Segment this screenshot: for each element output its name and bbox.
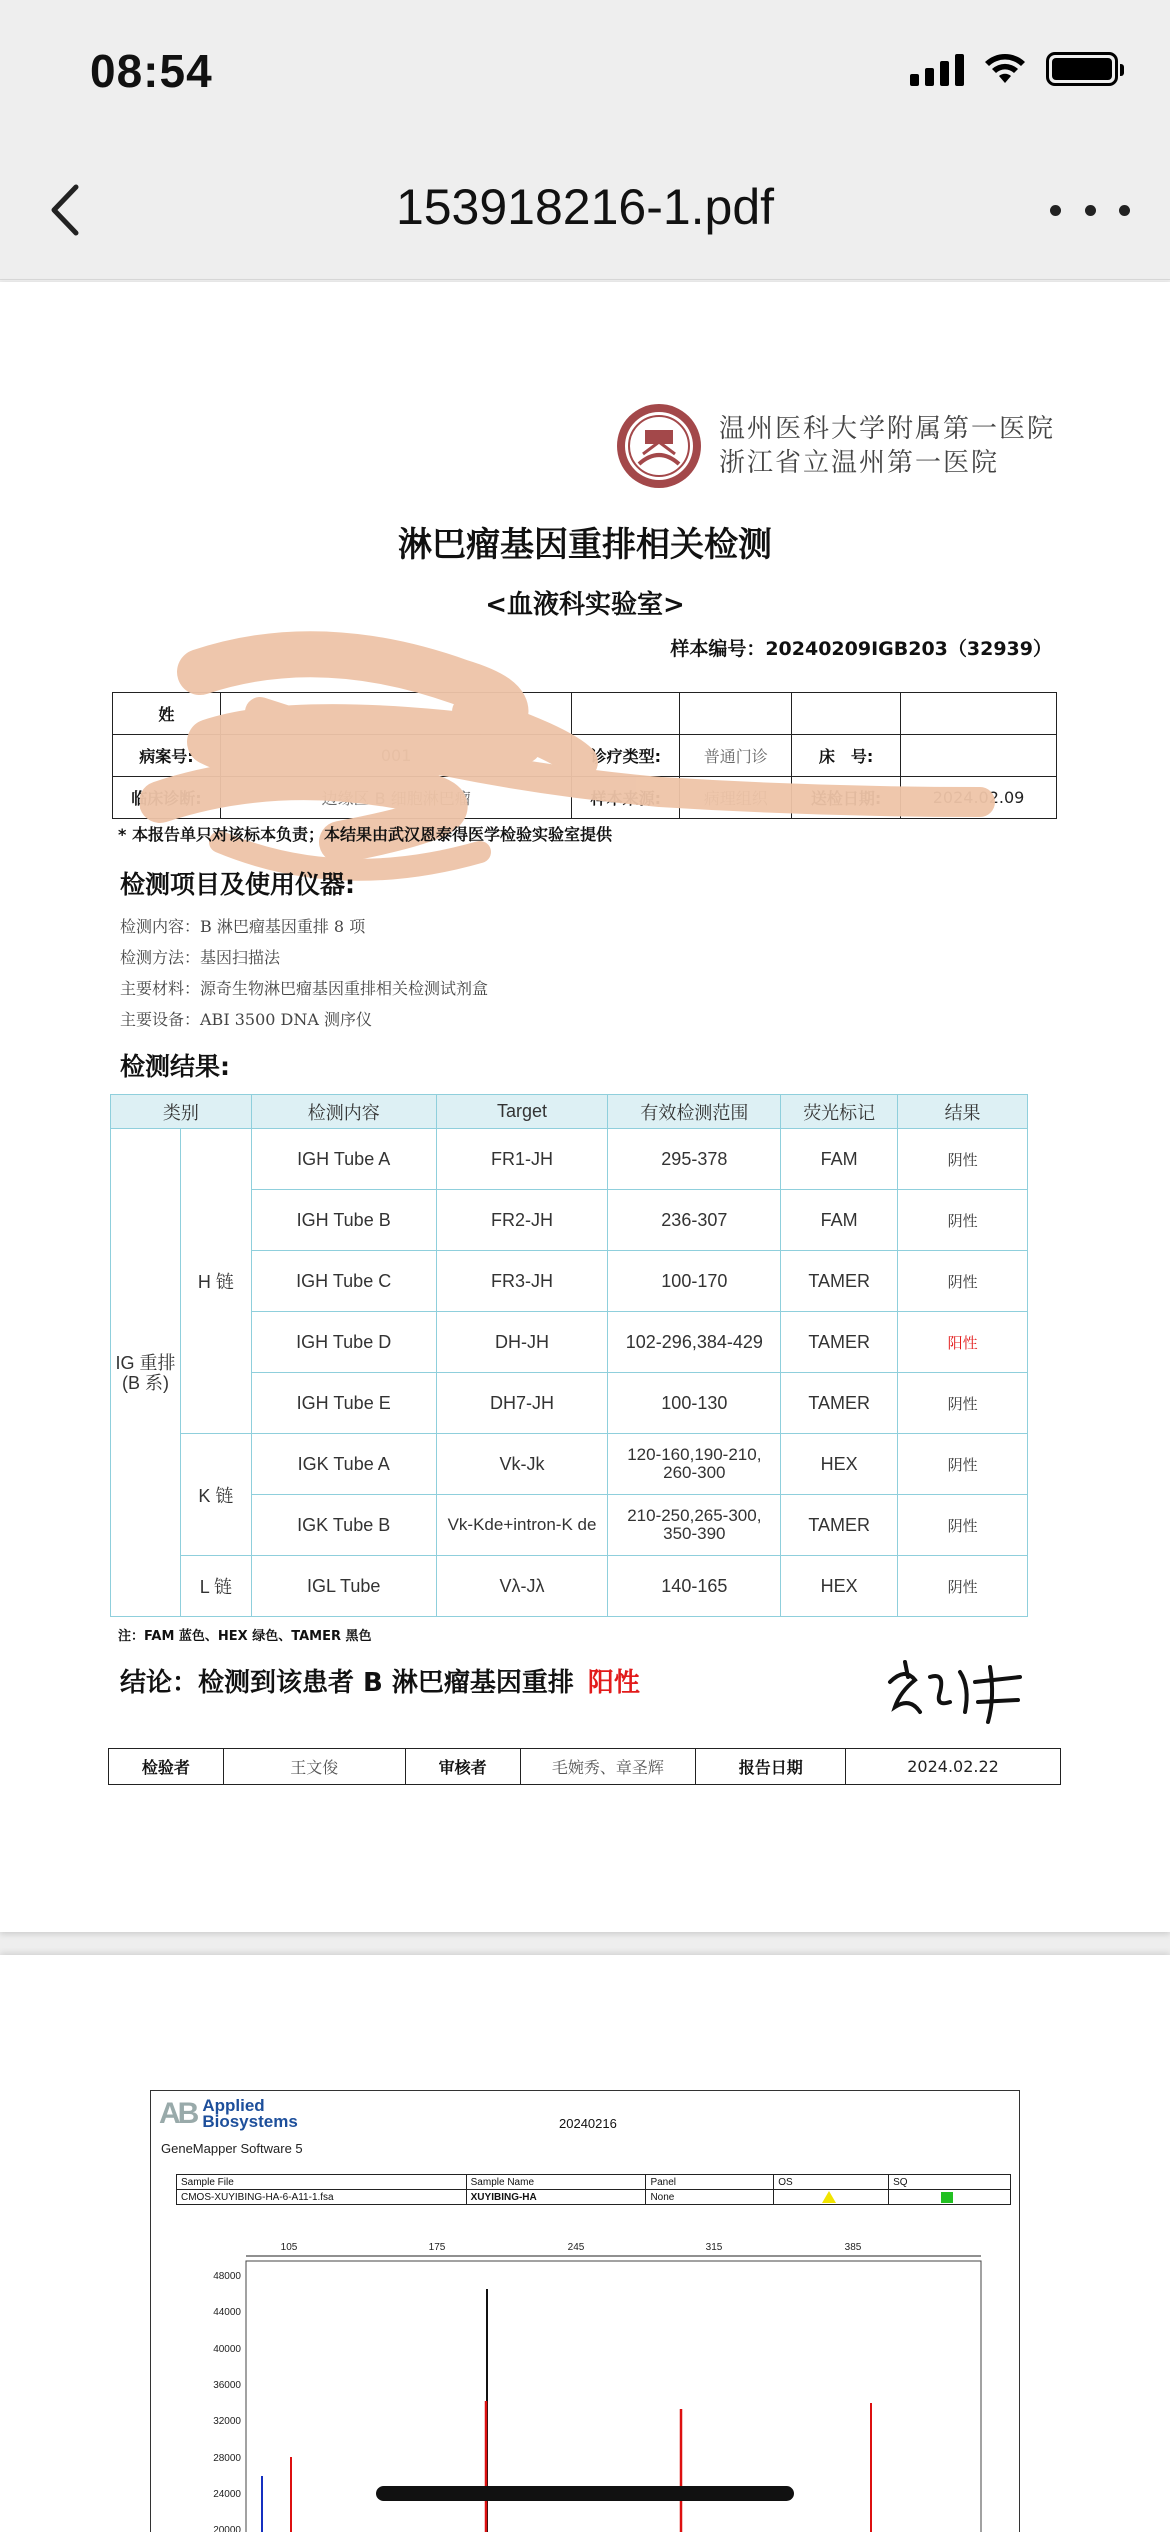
- report-date-value: 2024.02.22: [846, 1749, 1061, 1785]
- table-row: [111, 1556, 1028, 1617]
- y-tick-label: 28000: [213, 2453, 241, 2464]
- report-subtitle: <血液科实验室>: [485, 590, 685, 620]
- row-target: FR1-JH: [436, 1129, 608, 1190]
- sample-file: CMOS-XUYIBING-HA-6-A11-1.fsa: [177, 2190, 467, 2205]
- row-target: FR3-JH: [436, 1251, 608, 1312]
- date-value: 2024.02.09: [901, 777, 1057, 819]
- header-category: 类别: [111, 1095, 252, 1129]
- document-title: 153918216-1.pdf: [395, 179, 775, 235]
- dye-note: 注：FAM 蓝色、HEX 绿色、TAMER 黑色: [118, 1629, 372, 1644]
- report-title: 淋巴瘤基因重排相关检测: [398, 525, 772, 565]
- name-label: 姓: [113, 693, 221, 735]
- row-result: 阴性: [898, 1129, 1028, 1190]
- genemapper-report: [150, 2090, 1020, 2532]
- date-label: 送检日期:: [792, 777, 901, 819]
- sample-number: 样本编号：20240209IGB203（32939）: [670, 638, 1052, 660]
- row-result: 阴性: [898, 1251, 1028, 1312]
- row-range: 120-160,190-210, 260-300: [608, 1434, 781, 1495]
- warning-triangle-icon: [822, 2191, 836, 2203]
- os-flag: [774, 2190, 889, 2205]
- x-tick-label: 315: [705, 2242, 723, 2253]
- table-row: [111, 1129, 1028, 1190]
- category-cell: IG 重排(B 系): [111, 1129, 181, 1617]
- row-range: 140-165: [608, 1556, 781, 1617]
- disclaimer: * 本报告单只对该标本负责；本结果由武汉恩泰得医学检验实验室提供: [118, 825, 612, 844]
- x-tick-label: 385: [844, 2242, 862, 2253]
- header-cell: Sample File: [177, 2175, 467, 2190]
- wifi-icon: [982, 52, 1028, 86]
- more-dot-icon: [1085, 205, 1096, 216]
- row-content: IGK Tube A: [251, 1434, 436, 1495]
- row-range: 210-250,265-300, 350-390: [608, 1495, 781, 1556]
- row-dye: HEX: [781, 1434, 898, 1495]
- row-result: 阴性: [898, 1556, 1028, 1617]
- pdf-page-2: [0, 1955, 1170, 2532]
- table-row: [111, 1434, 1028, 1495]
- row-target: Vk-Jk: [436, 1434, 608, 1495]
- y-tick-label: 20000: [213, 2525, 241, 2532]
- case-value: 001: [220, 735, 572, 777]
- applied-biosystems-logo: [159, 2097, 298, 2131]
- header-cell: OS: [774, 2175, 889, 2190]
- table-row: [109, 1749, 1061, 1785]
- row-dye: TAMER: [781, 1495, 898, 1556]
- row-target: Vk-Kde+intron-K de: [436, 1495, 608, 1556]
- hospital-name-2: 浙江省立温州第一医院: [719, 448, 1000, 478]
- status-time: 08:54: [90, 45, 213, 97]
- h-chain-cell: H 链: [180, 1129, 251, 1434]
- y-tick-label: 36000: [213, 2380, 241, 2391]
- row-content: IGH Tube B: [251, 1190, 436, 1251]
- row-dye: FAM: [781, 1129, 898, 1190]
- y-tick-label: 40000: [213, 2344, 241, 2355]
- diagnosis-value: 边缘区 B 细胞淋巴瘤: [220, 777, 572, 819]
- row-result: 阴性: [898, 1495, 1028, 1556]
- results-header-row: [111, 1095, 1028, 1129]
- row-range: 295-378: [608, 1129, 781, 1190]
- hospital-name-1: 温州医科大学附属第一医院: [719, 414, 1056, 444]
- status-icons: [910, 52, 1118, 86]
- hospital-logo-block: [615, 402, 1055, 490]
- row-result-positive: 阳性: [898, 1312, 1028, 1373]
- case-label: 病案号:: [113, 735, 221, 777]
- row-result: 阴性: [898, 1190, 1028, 1251]
- results-table: [110, 1094, 1028, 1617]
- y-tick-label: 44000: [213, 2307, 241, 2318]
- table-row: [177, 2175, 1011, 2190]
- header-cell: Panel: [646, 2175, 774, 2190]
- k-chain-cell: K 链: [180, 1434, 251, 1556]
- hospital-names: [719, 412, 1055, 480]
- reviewer-value: 毛婉秀、章圣辉: [520, 1749, 696, 1785]
- items-section-title: 检测项目及使用仪器:: [120, 870, 355, 899]
- visit-type-label: 诊疗类型:: [572, 735, 680, 777]
- brand-line-1: Applied: [202, 2096, 265, 2115]
- more-dot-icon: [1050, 205, 1061, 216]
- x-tick-label: 175: [428, 2242, 446, 2253]
- row-content: IGH Tube D: [251, 1312, 436, 1373]
- hospital-seal-icon: [615, 402, 703, 490]
- source-value: 病理组织: [680, 777, 792, 819]
- pass-square-icon: [941, 2192, 953, 2203]
- row-range: 100-130: [608, 1373, 781, 1434]
- report-date-label: 报告日期: [696, 1749, 846, 1785]
- x-tick-label: 245: [567, 2242, 585, 2253]
- detail-line: 主要设备：ABI 3500 DNA 测序仪: [120, 1010, 372, 1029]
- brand-line-2: Biosystems: [202, 2112, 298, 2131]
- row-target: FR2-JH: [436, 1190, 608, 1251]
- run-date: 20240216: [559, 2116, 617, 2131]
- ab-logo-icon: AB: [159, 2097, 197, 2130]
- detail-line: 检测方法：基因扫描法: [120, 948, 281, 967]
- more-dot-icon: [1119, 205, 1130, 216]
- pdf-page-1: [0, 282, 1170, 1932]
- row-target: DH-JH: [436, 1312, 608, 1373]
- detail-line: 主要材料：源奇生物淋巴瘤基因重排相关检测试剂盒: [120, 979, 489, 998]
- home-indicator[interactable]: [376, 2486, 794, 2501]
- row-dye: TAMER: [781, 1251, 898, 1312]
- signoff-table: [108, 1748, 1061, 1785]
- reviewer-label: 审核者: [405, 1749, 520, 1785]
- y-tick-label: 48000: [213, 2271, 241, 2282]
- panel: None: [646, 2190, 774, 2205]
- row-content: IGL Tube: [251, 1556, 436, 1617]
- detail-line: 检测内容：B 淋巴瘤基因重排 8 项: [120, 917, 366, 936]
- source-label: 样本来源:: [572, 777, 680, 819]
- row-content: IGH Tube E: [251, 1373, 436, 1434]
- sq-flag: [889, 2190, 1011, 2205]
- header-range: 有效检测范围: [608, 1095, 781, 1129]
- header-result: 结果: [898, 1095, 1028, 1129]
- status-bar: [0, 0, 1170, 140]
- row-result: 阴性: [898, 1373, 1028, 1434]
- battery-icon: [1046, 52, 1118, 86]
- visit-type-value: 普通门诊: [680, 735, 792, 777]
- software-name: GeneMapper Software 5: [161, 2141, 303, 2156]
- row-target: Vλ-Jλ: [436, 1556, 608, 1617]
- row-range: 100-170: [608, 1251, 781, 1312]
- conclusion-result: 阳性: [587, 1668, 640, 1698]
- cellular-signal-icon: [910, 52, 964, 86]
- l-chain-cell: L 链: [180, 1556, 251, 1617]
- conclusion: [120, 1662, 640, 1699]
- row-dye: FAM: [781, 1190, 898, 1251]
- row-result: 阴性: [898, 1434, 1028, 1495]
- conclusion-text: 结论：检测到该患者 B 淋巴瘤基因重排: [120, 1668, 574, 1698]
- table-row: [177, 2190, 1011, 2205]
- results-section-title: 检测结果:: [120, 1052, 230, 1081]
- navigation-bar: [0, 140, 1170, 280]
- header-cell: Sample Name: [466, 2175, 646, 2190]
- row-range: 102-296,384-429: [608, 1312, 781, 1373]
- row-range: 236-307: [608, 1190, 781, 1251]
- header-dye: 荧光标记: [781, 1095, 898, 1129]
- row-content: IGK Tube B: [251, 1495, 436, 1556]
- x-tick-label: 105: [280, 2242, 298, 2253]
- y-tick-label: 32000: [213, 2416, 241, 2427]
- row-content: IGH Tube A: [251, 1129, 436, 1190]
- diagnosis-label: 临床诊断:: [113, 777, 221, 819]
- handwritten-signature: [880, 1652, 1030, 1732]
- y-tick-label: 24000: [213, 2489, 241, 2500]
- row-dye: TAMER: [781, 1373, 898, 1434]
- row-content: IGH Tube C: [251, 1251, 436, 1312]
- tester-value: 王文俊: [223, 1749, 405, 1785]
- row-dye: TAMER: [781, 1312, 898, 1373]
- sample-name: XUYIBING-HA: [466, 2190, 646, 2205]
- row-dye: HEX: [781, 1556, 898, 1617]
- sample-info-table: [176, 2174, 1011, 2205]
- bed-label: 床 号:: [792, 735, 901, 777]
- header-cell: SQ: [889, 2175, 1011, 2190]
- more-options-button[interactable]: [1050, 185, 1130, 235]
- tester-label: 检验者: [109, 1749, 224, 1785]
- header-content: 检测内容: [251, 1095, 436, 1129]
- header-target: Target: [436, 1095, 608, 1129]
- row-target: DH7-JH: [436, 1373, 608, 1434]
